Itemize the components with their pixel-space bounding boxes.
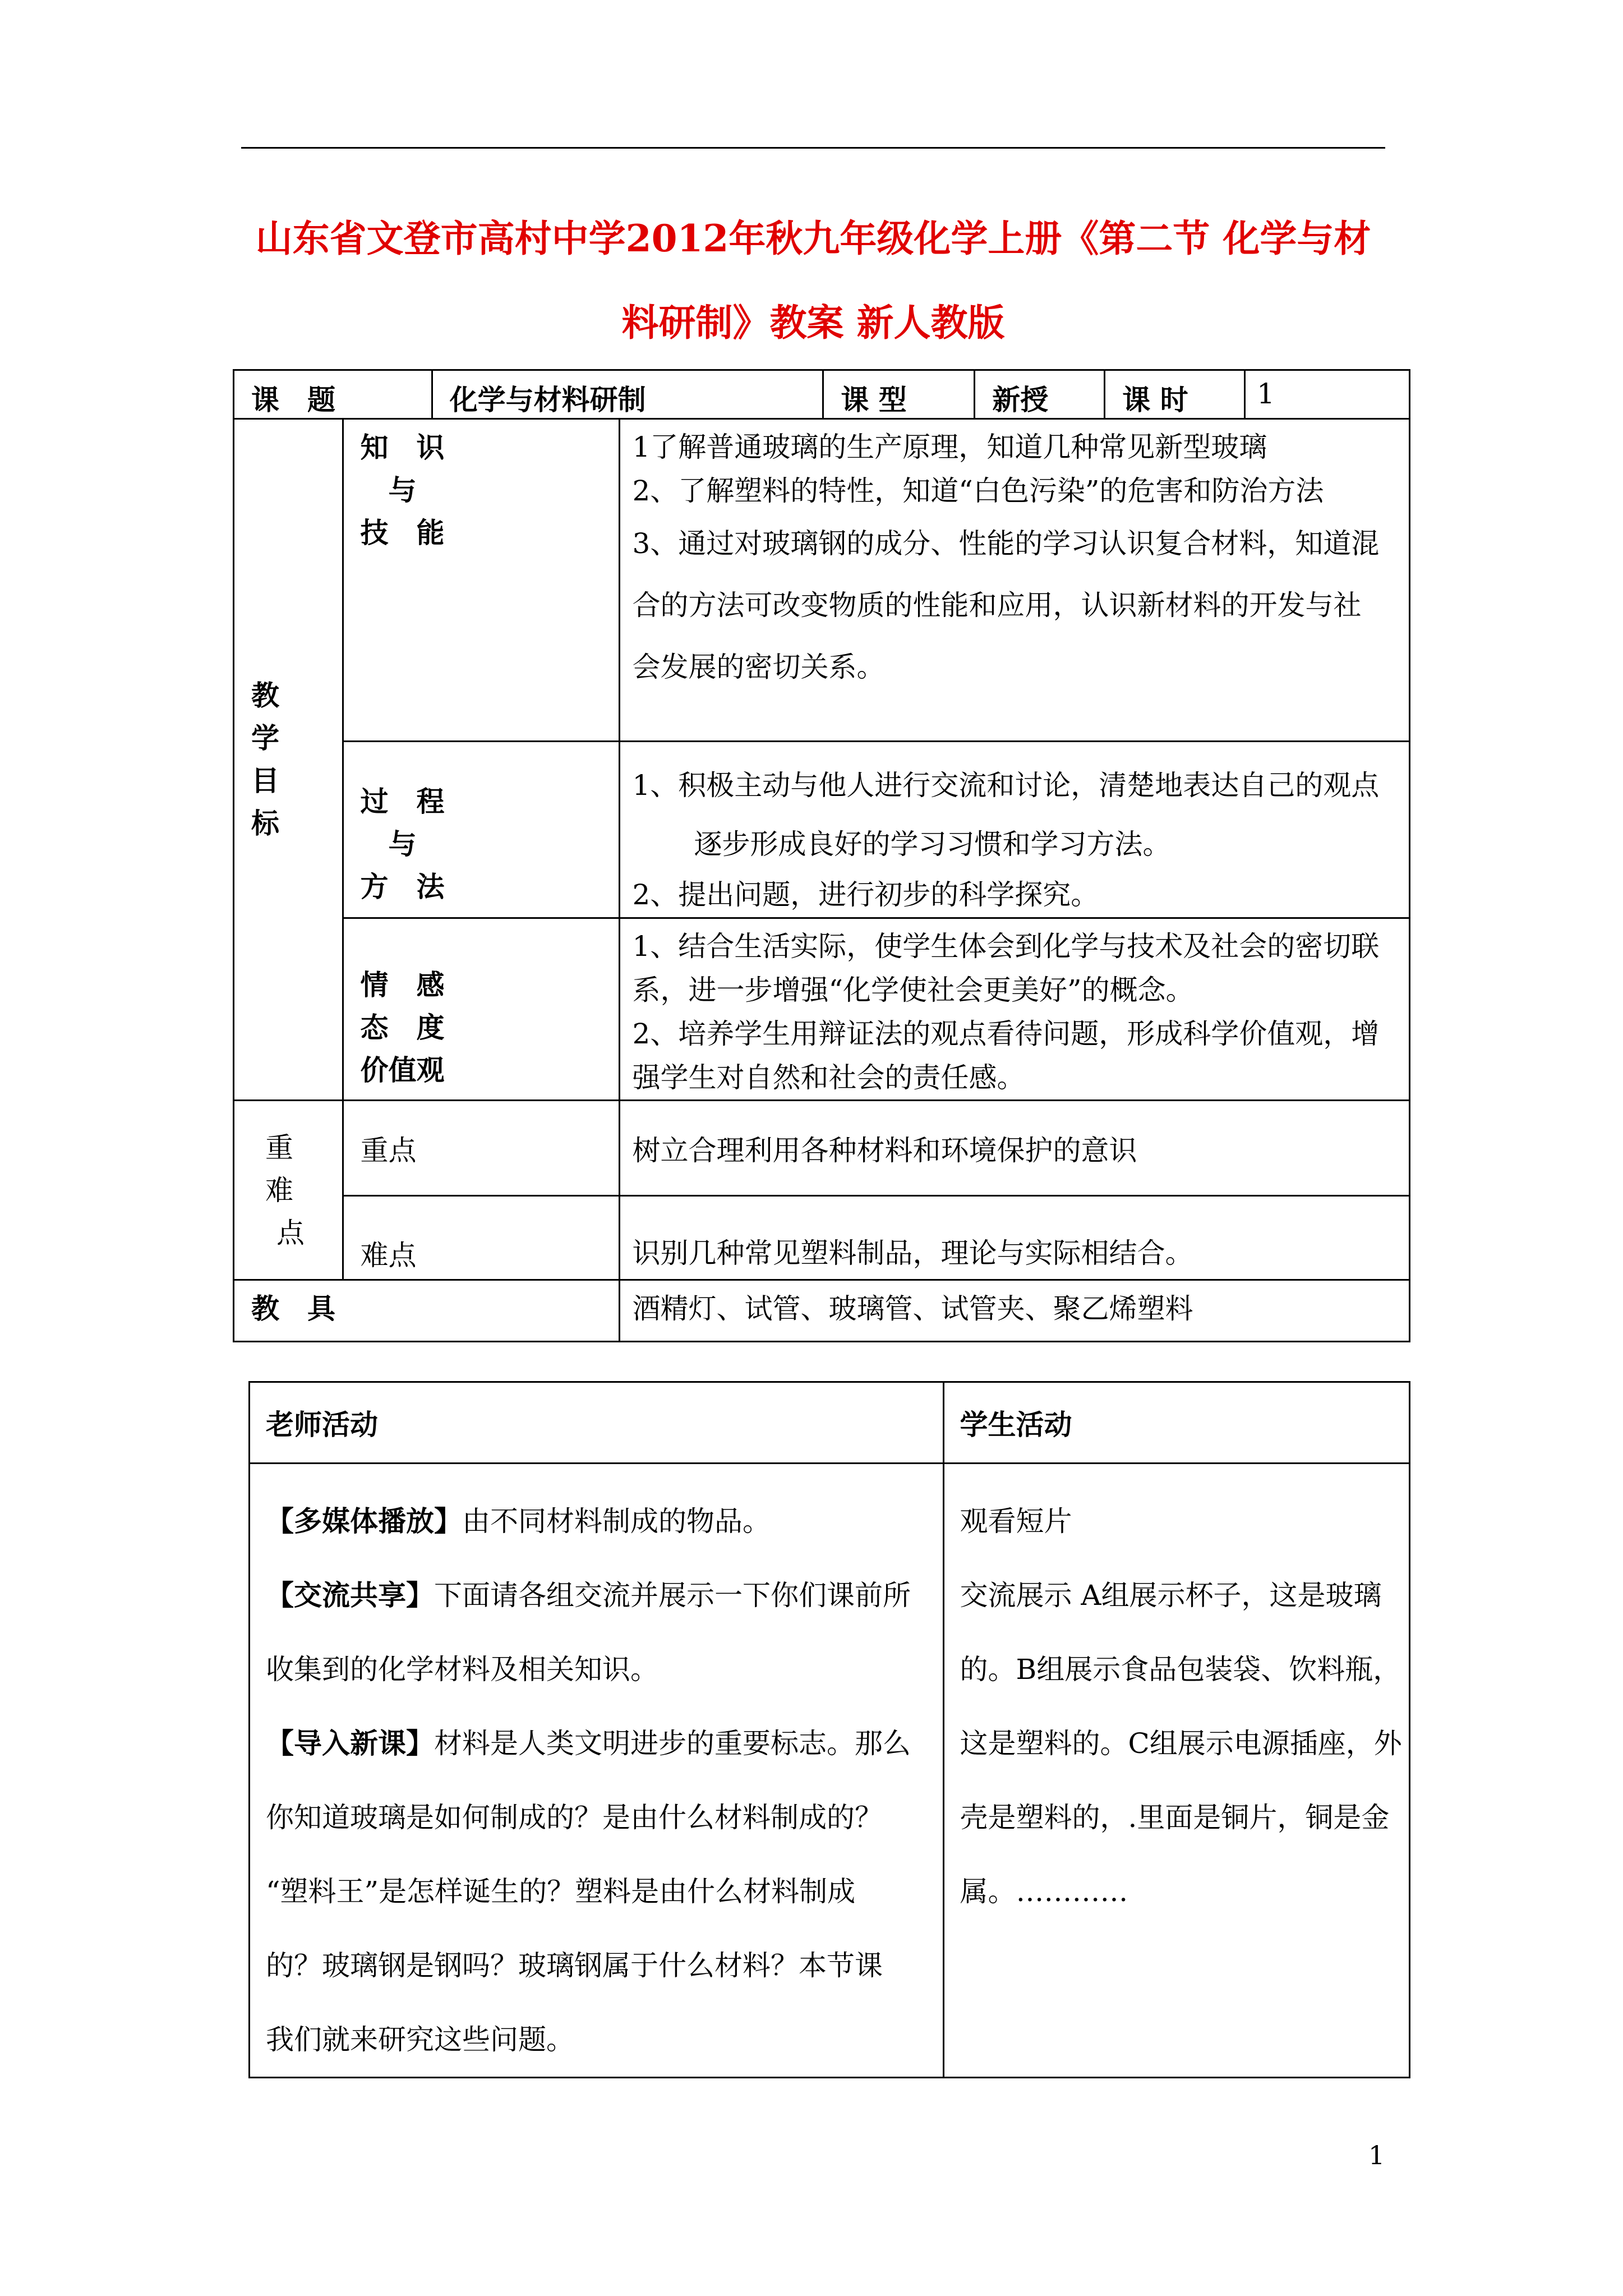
emotion-label-line: 态 度 xyxy=(360,1011,445,1044)
teacher-activity-line xyxy=(266,1780,943,1855)
type-value: 新授 xyxy=(992,383,1049,416)
difficult-label-cell xyxy=(343,1196,619,1280)
document-title-line1: 山东省文登市高村中学2012年秋九年级化学上册《第二节 化学与材 xyxy=(255,217,1371,260)
lesson-info-table xyxy=(233,369,1410,1342)
teacher-activity-tag: 【多媒体播放】 xyxy=(266,1504,462,1538)
teacher-activity-header: 老师活动 xyxy=(266,1408,378,1441)
teacher-activity-text: 你知道玻璃是如何制成的？是由什么材料制成的？ xyxy=(266,1801,883,1834)
page-number: 1 xyxy=(1368,2140,1385,2170)
knowledge-line: 1了解普通玻璃的生产原理，知道几种常见新型玻璃 xyxy=(632,431,1267,463)
teacher-activity-text: 收集到的化学材料及相关知识。 xyxy=(266,1653,658,1686)
hours-label-cell xyxy=(1105,370,1245,419)
emotion-line: 2、培养学生用辩证法的观点看待问题，形成科学价值观，增 xyxy=(632,1018,1380,1050)
emotion-label-line: 价值观 xyxy=(360,1053,445,1087)
header-rule xyxy=(241,147,1385,149)
teacher-activity-text: 下面请各组交流并展示一下你们课前所 xyxy=(434,1579,911,1612)
process-label-line: 过 程 xyxy=(360,785,445,818)
key-value: 树立合理利用各种材料和环境保护的意识 xyxy=(632,1134,1137,1167)
teacher-activity-line xyxy=(266,1855,943,1929)
teacher-activity-text: 我们就来研究这些问题。 xyxy=(266,2023,574,2056)
keypoints-label-char: 难 xyxy=(265,1174,293,1207)
process-label-cell xyxy=(343,742,619,918)
difficult-point-row xyxy=(234,1196,1410,1280)
knowledge-content-cell xyxy=(619,419,1410,742)
teacher-activity-line xyxy=(266,1558,943,1632)
tools-value: 酒精灯、试管、玻璃管、试管夹、聚乙烯塑料 xyxy=(632,1292,1193,1325)
tools-row xyxy=(234,1280,1410,1342)
knowledge-row xyxy=(234,419,1410,742)
hours-label: 课 时 xyxy=(1122,383,1188,416)
student-activity-header: 学生活动 xyxy=(960,1408,1072,1441)
objectives-label-char: 学 xyxy=(251,721,279,754)
process-line: 逐步形成良好的学习习惯和学习方法。 xyxy=(694,828,1171,861)
student-activity-line: 壳是塑料的，.里面是铜片，铜是金 xyxy=(960,1801,1390,1834)
keypoints-label-char: 点 xyxy=(276,1216,305,1249)
topic-value-cell xyxy=(432,370,823,419)
keypoints-label-char: 重 xyxy=(265,1131,293,1164)
emotion-row xyxy=(234,918,1410,1101)
knowledge-line: 会发展的密切关系。 xyxy=(632,651,885,683)
emotion-line: 系，进一步增强“化学使社会更美好”的概念。 xyxy=(632,974,1194,1006)
student-header-cell xyxy=(943,1382,1409,1464)
keypoints-label-cell xyxy=(234,1101,343,1280)
lesson-header-row xyxy=(234,370,1410,419)
teacher-activity-text: “塑料王”是怎样诞生的？塑料是由什么材料制成 xyxy=(266,1875,856,1908)
teacher-activity-line xyxy=(266,1632,943,1706)
knowledge-line: 2、了解塑料的特性，知道“白色污染”的危害和防治方法 xyxy=(632,475,1324,507)
objectives-label-char: 教 xyxy=(251,679,279,712)
difficult-value-cell xyxy=(619,1196,1410,1280)
knowledge-label-cell xyxy=(343,419,619,742)
type-value-cell xyxy=(975,370,1105,419)
objectives-label-char: 目 xyxy=(251,764,279,797)
emotion-line: 1、结合生活实际，使学生体会到化学与技术及社会的密切联 xyxy=(632,930,1380,963)
knowledge-line: 3、通过对玻璃钢的成分、性能的学习认识复合材料，知道混 xyxy=(632,527,1380,560)
topic-label: 课 题 xyxy=(251,383,335,416)
teacher-activity-line xyxy=(266,1484,943,1558)
teacher-activity-cell xyxy=(250,1464,944,2078)
key-label-cell xyxy=(343,1101,619,1196)
objectives-label-char: 标 xyxy=(251,807,279,840)
topic-label-cell xyxy=(234,370,432,419)
activity-table xyxy=(248,1381,1410,2078)
teacher-activity-tag: 【导入新课】 xyxy=(266,1727,434,1760)
type-label: 课 型 xyxy=(841,383,907,416)
hours-value: 1 xyxy=(1257,378,1275,410)
student-activity-line: 属。………… xyxy=(960,1875,1128,1908)
teacher-activity-line xyxy=(266,1929,943,2003)
emotion-line: 强学生对自然和社会的责任感。 xyxy=(632,1061,1025,1094)
student-activity-cell xyxy=(943,1464,1409,2078)
type-label-cell xyxy=(823,370,975,419)
teacher-activity-text: 的？玻璃钢是钢吗？玻璃钢属于什么材料？本节课 xyxy=(266,1949,883,1982)
tools-label: 教 具 xyxy=(251,1292,335,1325)
key-value-cell xyxy=(619,1101,1410,1196)
process-label-line: 与 xyxy=(388,827,417,861)
knowledge-label-line: 知 识 xyxy=(360,431,445,464)
teacher-activity-line xyxy=(266,1706,943,1780)
teacher-header-cell xyxy=(250,1382,944,1464)
activity-content-row xyxy=(250,1464,1410,2078)
key-point-row xyxy=(234,1101,1410,1196)
knowledge-label-line: 与 xyxy=(388,473,417,507)
activity-header-row xyxy=(250,1382,1410,1464)
topic-value: 化学与材料研制 xyxy=(449,383,646,416)
hours-value-cell xyxy=(1245,370,1410,419)
emotion-content-cell xyxy=(619,918,1410,1101)
teacher-activity-line xyxy=(266,2003,943,2077)
process-content-cell xyxy=(619,742,1410,918)
teacher-activity-text: 由不同材料制成的物品。 xyxy=(462,1505,771,1538)
objectives-label-cell xyxy=(234,419,343,1101)
tools-value-cell xyxy=(619,1280,1410,1342)
difficult-label: 难点 xyxy=(360,1239,417,1272)
process-row xyxy=(234,742,1410,918)
process-label-line: 方 法 xyxy=(360,870,445,903)
student-activity-line: 这是塑料的。C组展示电源插座，外 xyxy=(960,1727,1402,1760)
tools-label-cell xyxy=(234,1280,620,1342)
process-line: 1、积极主动与他人进行交流和讨论，清楚地表达自己的观点 xyxy=(632,769,1380,802)
student-activity-line: 的。B组展示食品包装袋、饮料瓶， xyxy=(960,1653,1401,1686)
teacher-activity-tag: 【交流共享】 xyxy=(266,1579,434,1612)
key-label: 重点 xyxy=(360,1134,417,1167)
knowledge-line: 合的方法可改变物质的性能和应用，认识新材料的开发与社 xyxy=(632,589,1362,622)
student-activity-line: 观看短片 xyxy=(960,1505,1072,1538)
difficult-value: 识别几种常见塑料制品，理论与实际相结合。 xyxy=(632,1237,1193,1269)
teacher-activity-text: 材料是人类文明进步的重要标志。那么 xyxy=(434,1727,911,1760)
emotion-label-cell xyxy=(343,918,619,1101)
document-title-line2: 料研制》教案 新人教版 xyxy=(621,301,1005,344)
process-line: 2、提出问题，进行初步的科学探究。 xyxy=(632,878,1099,911)
student-activity-line: 交流展示 A组展示杯子，这是玻璃 xyxy=(960,1579,1382,1612)
emotion-label-line: 情 感 xyxy=(360,968,445,1001)
knowledge-label-line: 技 能 xyxy=(360,516,445,549)
